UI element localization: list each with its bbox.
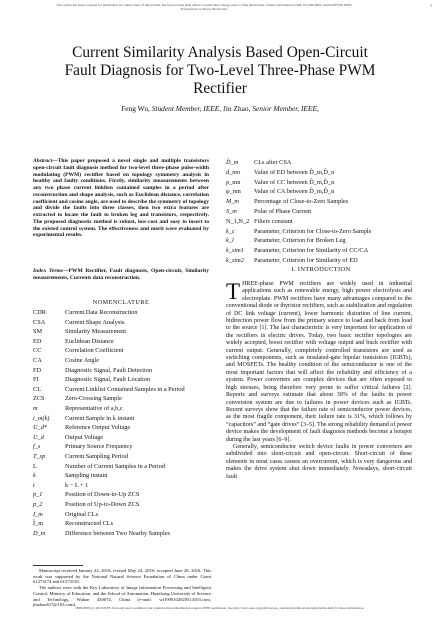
title-line-2: Fault Diagnosis for Two-Level Three-Phase PWM: [64, 62, 376, 79]
nomenclature-definition: Parameter, Criterion for Similarity of CC/CA: [254, 247, 369, 255]
nomenclature-abbreviation: U_d: [33, 433, 44, 441]
title-line-1: Current Similarity Analysis Based Open-Circuit: [72, 44, 368, 61]
nomenclature-definition: Parameter, Criterion for Broken Leg: [254, 237, 346, 245]
nomenclature-entry: [33, 327, 213, 337]
page-number: 1: [430, 3, 432, 8]
intro-paragraph-1: [226, 281, 412, 444]
nomenclature-definition: Representative of a,b,c: [65, 405, 123, 412]
nomenclature-abbreviation: t: [33, 481, 35, 489]
nomenclature-abbreviation: k_sim1: [226, 247, 244, 255]
nomenclature-entry: [226, 178, 416, 188]
footnote-affiliation: The authors were with the Key Laboratory of Image Information Processing and Intelligent Control, Ministry of Education, and the School of Automation, Huazhong University of Science and Technology, Wuhan 430074, China (e-mail: wf1990102020514163.com, jinzhao617@163.com).: [33, 585, 211, 608]
author-role-1: Student Member, IEEE: [151, 104, 220, 113]
nomenclature-entry: [226, 227, 416, 237]
nomenclature-heading: NOMENCLATURE: [92, 299, 150, 306]
nomenclature-abbreviation: T_sp: [33, 453, 46, 460]
nomenclature-abbreviation: d_mn: [226, 168, 240, 176]
section-heading-introduction: I. INTRODUCTION: [291, 266, 351, 273]
nomenclature-entry: [33, 471, 213, 481]
title-line-3: Rectifier: [193, 80, 247, 97]
nomenclature-definition: Reference Output Voltage: [65, 424, 131, 432]
nomenclature-entry: [33, 462, 213, 472]
nomenclature-entry: [33, 529, 213, 539]
nomenclature-abbreviation: k_l: [226, 237, 234, 245]
nomenclature-definition: k − L + 1: [65, 481, 89, 489]
nomenclature-abbreviation: L: [33, 462, 37, 470]
nomenclature-definition: Polar of Phase Current: [254, 208, 312, 215]
nomenclature-definition: Zero-Crossing Sample: [65, 395, 122, 403]
author-role-2: Senior Member, IEEE: [252, 104, 317, 113]
nomenclature-definition: Euclidean Distance: [65, 337, 114, 345]
nomenclature-definition: Sampling instant: [65, 472, 108, 480]
nomenclature-definition: Reconstructed CLs: [65, 520, 114, 528]
author-line: [20, 104, 420, 113]
journal-header: [8, 3, 400, 12]
paper-title: [20, 44, 420, 98]
nomenclature-abbreviation: φ_mn: [226, 188, 241, 196]
nomenclature-abbreviation: ρ_mn: [226, 178, 241, 186]
header-line-1: This article has been accepted for publication in a future issue of this journal, but has not been fully edited. Content may change prior to final publication. Citation information: DOI 10.1109/TPEL.2016.2587339, IEEE: [56, 3, 352, 7]
nomenclature-abbreviation: p_2: [33, 501, 43, 508]
nomenclature-definition: Parameter, Criterion for Close-to-Zero Sample: [254, 227, 372, 235]
nomenclature-abbreviation: M_m: [226, 198, 239, 206]
nomenclature-definition: Number of Current Samples in a Period: [65, 462, 166, 470]
nomenclature-abbreviation: I_m: [33, 510, 43, 518]
nomenclature-entry: [226, 187, 416, 197]
nomenclature-entry: [33, 500, 213, 510]
nomenclature-abbreviation: CSA: [33, 318, 46, 326]
nomenclature-definition: Cosine Angle: [65, 357, 100, 364]
nomenclature-definition: Parameter, Criterion for Similarity of ED: [254, 257, 358, 264]
nomenclature-entry: [33, 481, 213, 491]
nomenclature-abbreviation: SM: [33, 328, 43, 336]
nomenclature-definition: Current Sample in k instant: [65, 414, 135, 422]
nomenclature-entry: [33, 423, 213, 433]
nomenclature-entry: [226, 158, 416, 168]
nomenclature-definition: Value of ED between D̂_m,D̂_n: [254, 168, 335, 176]
nomenclature-entry: [33, 356, 213, 366]
index-terms-text: —PWM Rectifier, Fault diagnosis, Open-circuit, Similarity measurements, Currents data reconstruction.: [33, 268, 209, 281]
index-terms-label: Index Terms: [33, 268, 63, 274]
nomenclature-definition: Value of CC between D̂_m,D̂_n: [254, 178, 335, 186]
intro-paragraph-1-text: HREE-phase PWM rectifiers are widely used in industrial applications such as renewable energy, high power electrolysis and electroplate. PWM rectifiers have many advantages compared to the conventional diode or thyristor rectifiers, such as stabilization and regulation of DC link voltage (current), lower harmonic distortion of line current, bidirection power flow from the primary source to load and back from load to the source [1]. The last characteristic is very important for application of the rectifiers in electric drives. Today, two basic rectifier topologies are widely accepted, boost rectifier with voltage output and buck rectifier with current output. Generally, completely controlled transistors are used as switching components, such as insulated-gate bipolar transistors (IGBTs), and MOSFETs. The healthy condition of the semiconductor is one of the most important factors that will affect the reliability and efficiency of a system. Power converters are complex devices that are often exposed to high stresses, being therefore very prone to suffer critical failures [2]. Reports and surveys estimate that about 38% of the faults in power conversion system are due to failures in power devices such as IGBTs. Recent surveys show that the failure rate of semiconductor power devices, as the most fragile component, their failure rate is 31%, which follows by “capacitors” and “gate drives” [3–5]. The strong reliability demand of power device makes the development of fault diagnosis methods become a hotspot during the last years [6–9].: [226, 281, 412, 443]
abstract: [33, 158, 209, 239]
nomenclature-entry: [33, 394, 213, 404]
nomenclature-definition: Primary Source Frequency: [65, 443, 133, 451]
nomenclature-abbreviation: U_d*: [33, 424, 47, 432]
nomenclature-abbreviation: D_m: [33, 529, 46, 537]
nomenclature-abbreviation: N_1,N_2: [226, 217, 250, 225]
nomenclature-entry: [33, 510, 213, 520]
nomenclature-abbreviation: ED: [33, 337, 42, 345]
nomenclature-entry: [33, 346, 213, 356]
nomenclature-entry: [226, 207, 416, 217]
nomenclature-abbreviation: S_m: [226, 208, 237, 215]
dropcap: T: [226, 279, 241, 304]
nomenclature-abbreviation: k_c: [226, 227, 235, 235]
nomenclature-entry: [33, 519, 213, 529]
copyright-footer: 0885-8993 (c) 2016 IEEE. Personal use is permitted, but republication/redistribution requires IEEE permission. See http://www.ieee.org/publications_standards/publications/rights/index.html for more information.: [75, 606, 365, 610]
nomenclature-entry: [33, 452, 213, 462]
nomenclature-entry: [33, 414, 213, 424]
nomenclature-entry: [33, 308, 213, 318]
nomenclature-abbreviation: Î_m: [33, 520, 44, 528]
abstract-label: Abstract: [33, 158, 53, 164]
nomenclature-abbreviation: FI: [33, 376, 39, 384]
nomenclature-entry: [33, 375, 213, 385]
nomenclature-abbreviation: i_m(k): [33, 414, 50, 422]
nomenclature-abbreviation: f_s: [33, 443, 41, 451]
nomenclature-definition: Percentage of Close-to-Zero Samples: [254, 198, 349, 206]
nomenclature-abbreviation: CL: [33, 385, 42, 393]
nomenclature-abbreviation: CDR: [33, 309, 46, 316]
header-line-2: Transactions on Power Electronics: [180, 7, 228, 12]
nomenclature-entry: [226, 217, 416, 227]
nomenclature-abbreviation: k_sim2: [226, 257, 244, 264]
nomenclature-entry: [226, 256, 416, 266]
nomenclature-definition: Filters constant: [254, 217, 293, 225]
nomenclature-entry: [33, 490, 213, 500]
nomenclature-abbreviation: CC: [33, 347, 42, 355]
index-terms: [33, 268, 209, 282]
author-separator: , Jin Zhao,: [219, 104, 253, 113]
nomenclature-entry: [226, 246, 416, 256]
nomenclature-entry: [33, 433, 213, 443]
introduction-body: [226, 281, 412, 481]
nomenclature-definition: Current Sampling Period: [65, 453, 128, 460]
nomenclature-entry: [33, 318, 213, 328]
nomenclature-definition: Current Shape Analysis: [65, 318, 125, 326]
nomenclature-definition: Similarity Measurement: [65, 328, 127, 336]
nomenclature-abbreviation: CA: [33, 357, 42, 364]
nomenclature-definition: Diagnostic Signal, Fault Location: [65, 376, 150, 384]
nomenclature-definition: Correlation Coefficient: [65, 347, 124, 355]
nomenclature-abbreviation: m: [33, 405, 38, 412]
nomenclature-definition: Original CLs: [65, 510, 99, 518]
nomenclature-entry: [33, 442, 213, 452]
nomenclature-definition: Position of Up-to-Down ZCS: [65, 501, 140, 508]
nomenclature-definition: Value of CA between D̂_m,D̂_n: [254, 188, 335, 196]
nomenclature-definition: Difference between Two Nearby Samples: [65, 529, 170, 537]
nomenclature-definition: Diagnostic Signal, Fault Detection: [65, 366, 153, 374]
nomenclature-definition: Output Voltage: [65, 433, 104, 441]
footnote: [33, 568, 211, 608]
author-names: Feng Wu,: [121, 104, 152, 113]
author-end: ,: [316, 104, 319, 113]
intro-paragraph-2: Generally, semiconductor switch device faults in power converters are subdivided into short-circuit and open-circuit. Short-circuit of these elements in most cases causes an overcurrent, which is very dangerous and makes the drive system shut down immediately. Nowadays, short-circuit fault: [226, 443, 412, 480]
nomenclature-entry: [226, 197, 416, 207]
nomenclature-definition: Current Linklist Contained Samples in a Period: [65, 385, 185, 393]
nomenclature-definition: Current Data Reconstruction: [65, 309, 138, 316]
nomenclature-abbreviation: p_1: [33, 491, 43, 499]
nomenclature-entry: [33, 337, 213, 347]
footnote-manuscript: Manuscript received January 22, 2016; revised May 24, 2016; accepted June 28, 2016. This work was supported by the National Natural Science Foundation of China under Grant 61273174 and 61573159.: [33, 568, 211, 585]
nomenclature-entry: [226, 236, 416, 246]
nomenclature-abbreviation: k: [33, 472, 36, 480]
nomenclature-abbreviation: FD: [33, 366, 42, 374]
nomenclature-abbreviation: ZCS: [33, 395, 45, 403]
nomenclature-entry: [33, 385, 213, 395]
nomenclature-definition: Position of Down-to-Up ZCS: [65, 491, 140, 499]
footnote-divider: [33, 565, 83, 566]
nomenclature-entry: [33, 366, 213, 376]
nomenclature-entry: [33, 404, 213, 414]
abstract-text: —This paper proposed a novel single and multiple transistors open-circuit fault diagnosis method for two-level three-phase pulse-width modulating (PWM) rectifier based on topology symmetry analysis in healthy and faulty conditions. Firstly, similarity measurements between any two phase current linklists contained samples in a period after reconstruction and shape analysis, such as Euclidean distance, correlation coefficient and cosine angle, are used to describe the symmetry of topology and divide the faults into three classes, then two extra features are extracted to locate the fault to broken leg and transistors, respectively. The proposed diagnostic method is robust, low-cost and easy to insert to the existed control system. The effectiveness and merit were evaluated by experimental results.: [33, 158, 209, 239]
nomenclature-definition: CLs after CSA: [254, 159, 292, 166]
nomenclature-entry: [226, 168, 416, 178]
nomenclature-abbreviation: D̂_m: [226, 159, 239, 166]
